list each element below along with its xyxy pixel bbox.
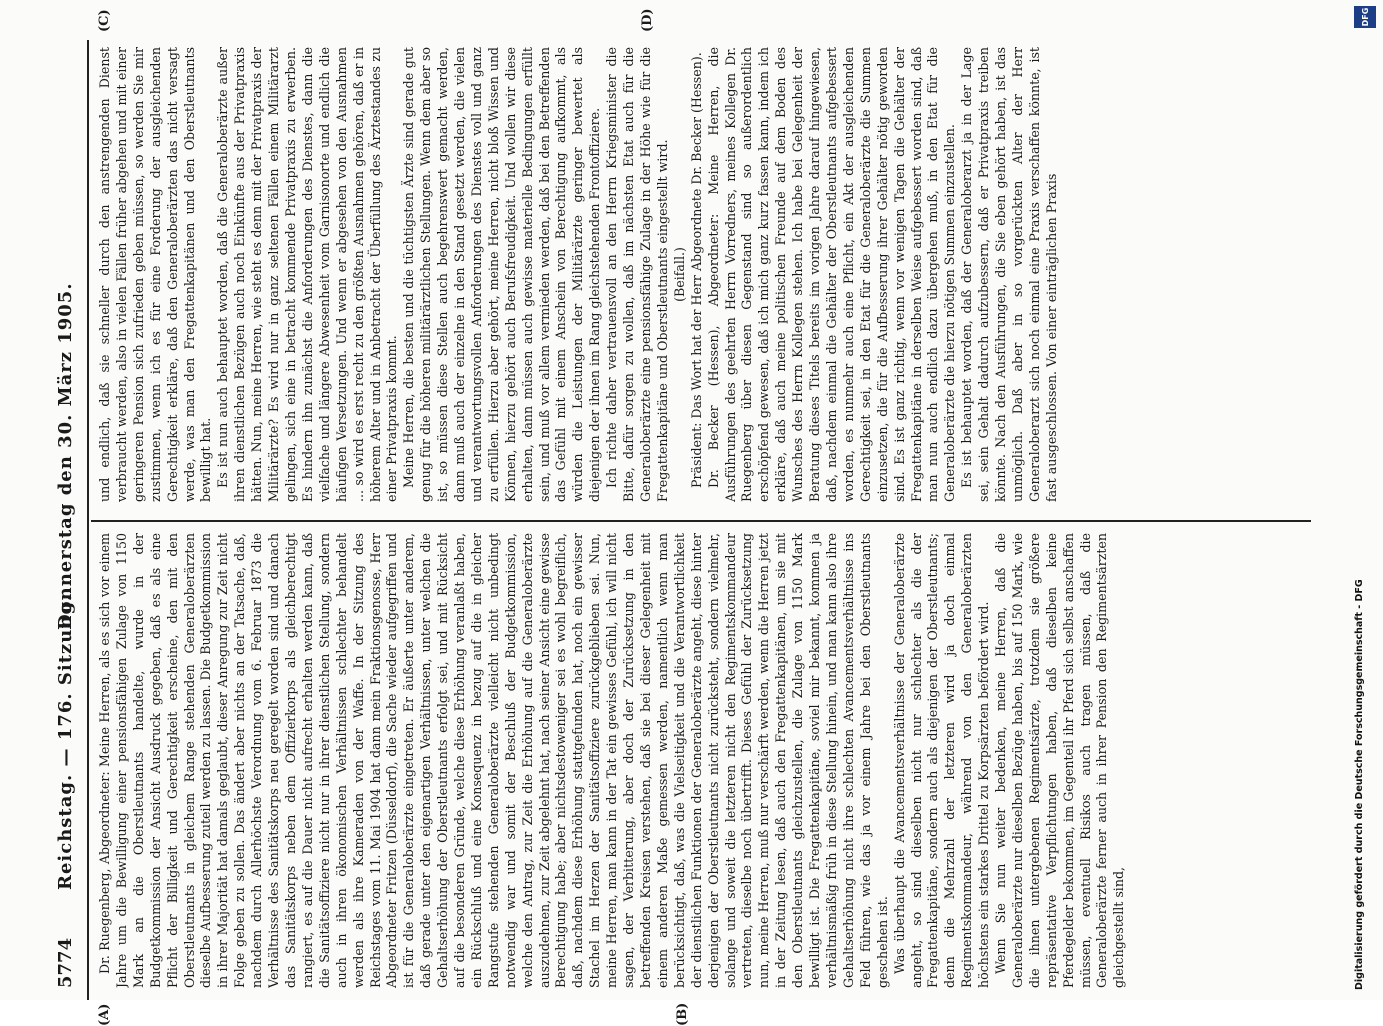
- margin-mark-c: (C): [97, 9, 112, 32]
- paragraph: Was überhaupt die Avancementsverhältnisse der Generaloberärzte angeht, so sind dieselben nicht nur schlechter als die der Fregattenkapitäne, sondern auch als diejenigen der Oberstleutnants; denn die Mehrzahl der letzteren wird ja doch einmal Regimentskommandeur, während von den Generaloberärzten höchstens ein starkes Drittel zu Korpsärzten befördert wird.: [891, 533, 992, 988]
- paragraph: Dr. Ruegenberg, Abgeordneter: Meine Herren, als es sich vor einem Jahre um die Bewilligung einer pensionsfähigen Zulage von 1150 Mark an die Oberstleutnants handelte, wurde in der Budgetkommission der Ansicht Ausdruck gegeben, daß es als eine Pflicht der Billigkeit und Gerechtigkeit erscheine, den mit den Oberstleutnants in gleichem Range stehenden Generaloberärzten dieselbe Aufbesserung zuteil werden zu lassen. Die Budgetkommission in ihrer Majorität hat damals geglaubt, dieser Anregung zur Zeit nicht Folge geben zu sollen. Das ändert aber nichts an der Tatsache, daß, nachdem durch Allerhöchste Verordnung vom 6. Februar 1873 die Verhältnisse des Sanitätskorps neu geregelt worden sind und danach das Sanitätskorps neben dem Offizierkorps als gleichberechtigt rangiert, es auf die Dauer nicht aufrecht erhalten werden kann, daß die Sanitätsoffiziere nicht nur in ihrer dienstlichen Stellung, sondern auch in ihren ökonomischen Verhältnissen schlechter behandelt werden als ihre Kameraden von der Waffe. In der Sitzung des Reichstages vom 11. Mai 1904 hat dann mein Fraktionsgenosse, Herr Abgeordneter Fritzen (Düsseldorf), die Sache wieder aufgegriffen und ist für die Generaloberärzte eingetreten. Er äußerte unter anderem, daß gerade unter den eigenartigen Verhältnissen, unter welchen die Gehaltserhöhung der Oberstleutnants erfolgt sei, und mit Rücksicht auf die besonderen Gründe, welche diese Erhöhung veranlaßt haben, ein Rückschluß und eine Konsequenz in bezug auf die in gleicher Rangstufe stehenden Generaloberärzte vielleicht nicht unbedingt notwendig war und somit der Beschluß der Budgetkommission, welche den Antrag, zur Zeit die Erhöhung auf die Generaloberärzte auszudehnen, zur Zeit abgelehnt hat, nach seiner Ansicht eine gewisse Berechtigung habe; aber nichtsdestoweniger sei es wohl begreiflich, daß, nachdem diese Erhöhung stattgefunden hat, noch ein gewisser Stachel im Herzen der Sanitätsoffiziere zurückgeblieben sei. Nun, meine Herren, man kann in der Tat ein gewisses Gefühl, ich will nicht sagen, der Verbitterung, aber doch der Zurücksetzung in den betreffenden Kreisen verstehen, daß sie bei dieser Gelegenheit mit einem anderen Maße gemessen werden, namentlich wenn man berücksichtigt, daß, was die Vielseitigkeit und die Verantwortlichkeit der dienstlichen Funktionen der Generaloberärzte angeht, diese hinter derjenigen der Oberstleutnants nicht zurücksteht, sondern vielmehr, solange und soweit die letzteren nicht den Regimentskommandeur vertreten, dieselbe noch übertrifft. Dieses Gefühl der Zurücksetzung nun, meine Herren, muß nur verschärft werden, wenn die Herren jetzt in der Zeitung lesen, daß auch den Fregattenkapitänen, um sie mit den Oberstleutnants gleichzustellen, die Zulage von 1150 Mark bewilligt ist. Die Fregattenkapitäne, soviel mir bekannt, kommen ja verhältnismäßig früh in diese Stellung hinein, und man kann also ihre Gehaltserhöhung nicht ihre schlechten Avancementsverhältnisse ins Feld führen, wie das ja vor einem Jahre bei den Oberstleutnants geschehen ist.: [97, 533, 890, 988]
- paragraph: Dr. Becker (Hessen), Abgeordneter: Meine Herren, die Ausführungen des geehrten Herrn Vorredners, meines Kollegen Dr. Ruegenberg über diesen Gegenstand sind so außerordentlich erschöpfend gewesen, daß ich mich ganz kurz fassen kann, indem ich erkläre, daß auch meine politischen Freunde auf dem Boden des Wunsches des Herrn Kollegen stehen. Ich habe bei Gelegenheit der Beratung dieses Titels bereits im vorigen Jahre darauf hingewiesen, daß, nachdem einmal die Gehälter der Oberstleutnants aufgebessert worden, es nunmehr auch eine Pflicht, ein Akt der ausgleichenden Gerechtigkeit sei, in den Etat für die Generaloberärzte die Summen einzusetzen, die für die Aufbesserung ihrer Gehälter nötig geworden sind. Es ist ganz richtig, wenn vor wenigen Tagen die Gehälter der Fregattenkapitäne in derselben Weise aufgebessert worden sind, daß man nun auch endlich dazu übergehen muß, in den Etat für die Generaloberärzte die hierzu nötigen Summen einzustellen.: [705, 47, 958, 502]
- right-column: [97, 47, 1307, 502]
- paragraph: Es ist nun auch behauptet worden, daß die Generaloberärzte außer ihren dienstlichen Bezügen auch noch Einkünfte aus der Privatpraxis hätten. Nun, meine Herren, wie steht es denn mit der Privatpraxis der Militärärzte? Es wird nur in ganz seltenen Fällen einem Militärarzt gelingen, sich eine in betracht kommende Privatpraxis zu erwerben. Es hindern ihn zunächst die Anforderungen des Dienstes, dann die vielfache und längere Abwesenheit vom Garnisonorte und endlich die häufigen Versetzungen. Und wenn er abgesehen von den Ausnahmen ... so wird es erst recht zu den größten Ausnahmen gehören, daß er in höherem Alter und in Anbetracht der Überfüllung des Ärztestandes zu einer Privatpraxis kommt.: [215, 47, 400, 502]
- column-divider: [91, 520, 1311, 522]
- paragraph: Wenn Sie nun weiter bedenken, meine Herren, daß die Generaloberärzte nur dieselben Bezüge haben, bis auf 150 Mark, wie die ihnen untergebenen Regimentsärzte, trotzdem sie größere repräsentative Verpflichtungen haben, daß dieselben keine Pferdegelder bekommen, im Gegenteil ihr Pferd sich selbst anschaffen müssen, eventuell Risikos auch tragen müssen, daß die Generaloberärzte ferner auch in ihrer Pension den Regimentsärzten gleichgestellt sind,: [993, 533, 1127, 988]
- dfg-logo: [1354, 6, 1376, 28]
- session-date: Donnerstag den 30. März 1905.: [55, 282, 76, 630]
- header-rule: [87, 40, 89, 1000]
- session-title: Reichstag. — 176. Sitzung.: [55, 593, 76, 890]
- page-header: [55, 40, 85, 1000]
- rotated-page: [35, 8, 1335, 1026]
- dfg-logo-text: DFG: [1360, 7, 1370, 27]
- paragraph: Meine Herren, die besten und die tüchtigsten Ärzte sind gerade gut genug für die höheren militärärztlichen Stellungen. Wenn dem aber so ist, so müssen diese Stellen auch begehrenswert gemacht werden, dann muß auch der einzelne in den Stand gesetzt werden, die vielen und verantwortungsvollen Anforderungen des Dienstes voll und ganz zu erfüllen. Hierzu aber gehört, meine Herren, nicht bloß Wissen und Können, hierzu gehört auch Berufsfreudigkeit. Und wollen wir diese erhalten, dann müssen auch gewisse materielle Bedingungen erfüllt sein, und muß vor allem vermieden werden, daß bei den Betreffenden das Gefühl mit einem Anschein von Berechtigung aufkommt, als würden die Leistungen der Militärärzte geringer bewertet als diejenigen der ihnen im Rang gleichstehenden Frontoffiziere.: [401, 47, 603, 502]
- applause-note: (Beifall.): [671, 247, 687, 302]
- president-remark: Präsident: Das Wort hat der Herr Abgeordnete Dr. Becker (Hessen).: [688, 52, 704, 488]
- page-number: 5774: [55, 937, 76, 988]
- paragraph: Es ist behauptet worden, daß der Generaloberarzt ja in der Lage sei, sein Gehalt dadurch aufzubessern, daß er Privatpraxis treiben könnte. Nach den Ausführungen, die Sie eben gehört haben, ist das unmöglich. Daß aber in so vorgerückten Alter der Herr Generaloberarzt sich noch einmal eine Praxis verschaffen könnte, ist fast ausgeschlossen. Von einer einträglichen Praxis: [959, 47, 1059, 502]
- left-column: [97, 533, 1307, 988]
- margin-mark-d: (D): [640, 8, 655, 32]
- digitization-credit: Digitalisierung gefördert durch die Deutsche Forschungsgemeinschaft - DFG: [1354, 579, 1365, 990]
- margin-mark-a: (A): [97, 1003, 112, 1026]
- paragraph: und endlich, daß sie schneller durch den anstrengenden Dienst verbraucht werden, also in vielen Fällen früher abgehen und mit einer geringeren Pension sich zufrieden geben müssen, so werden Sie mir zustimmen, wenn ich es für eine Forderung der ausgleichenden Gerechtigkeit erkläre, daß den Generaloberärzten das nicht versagt werde, was man den Fregattenkapitänen und den Oberstleutnants bewilligt hat.: [97, 47, 214, 502]
- paragraph: Ich richte daher vertrauensvoll an den Herrn Kriegsminister die Bitte, dafür sorgen zu wollen, daß im nächsten Etat auch für die Generaloberärzte eine pensionsfähige Zulage in der Höhe wie für die Fregattenkapitäne und Oberstleutnants eingestellt wird.: [604, 47, 670, 502]
- margin-mark-b: (B): [675, 1002, 690, 1026]
